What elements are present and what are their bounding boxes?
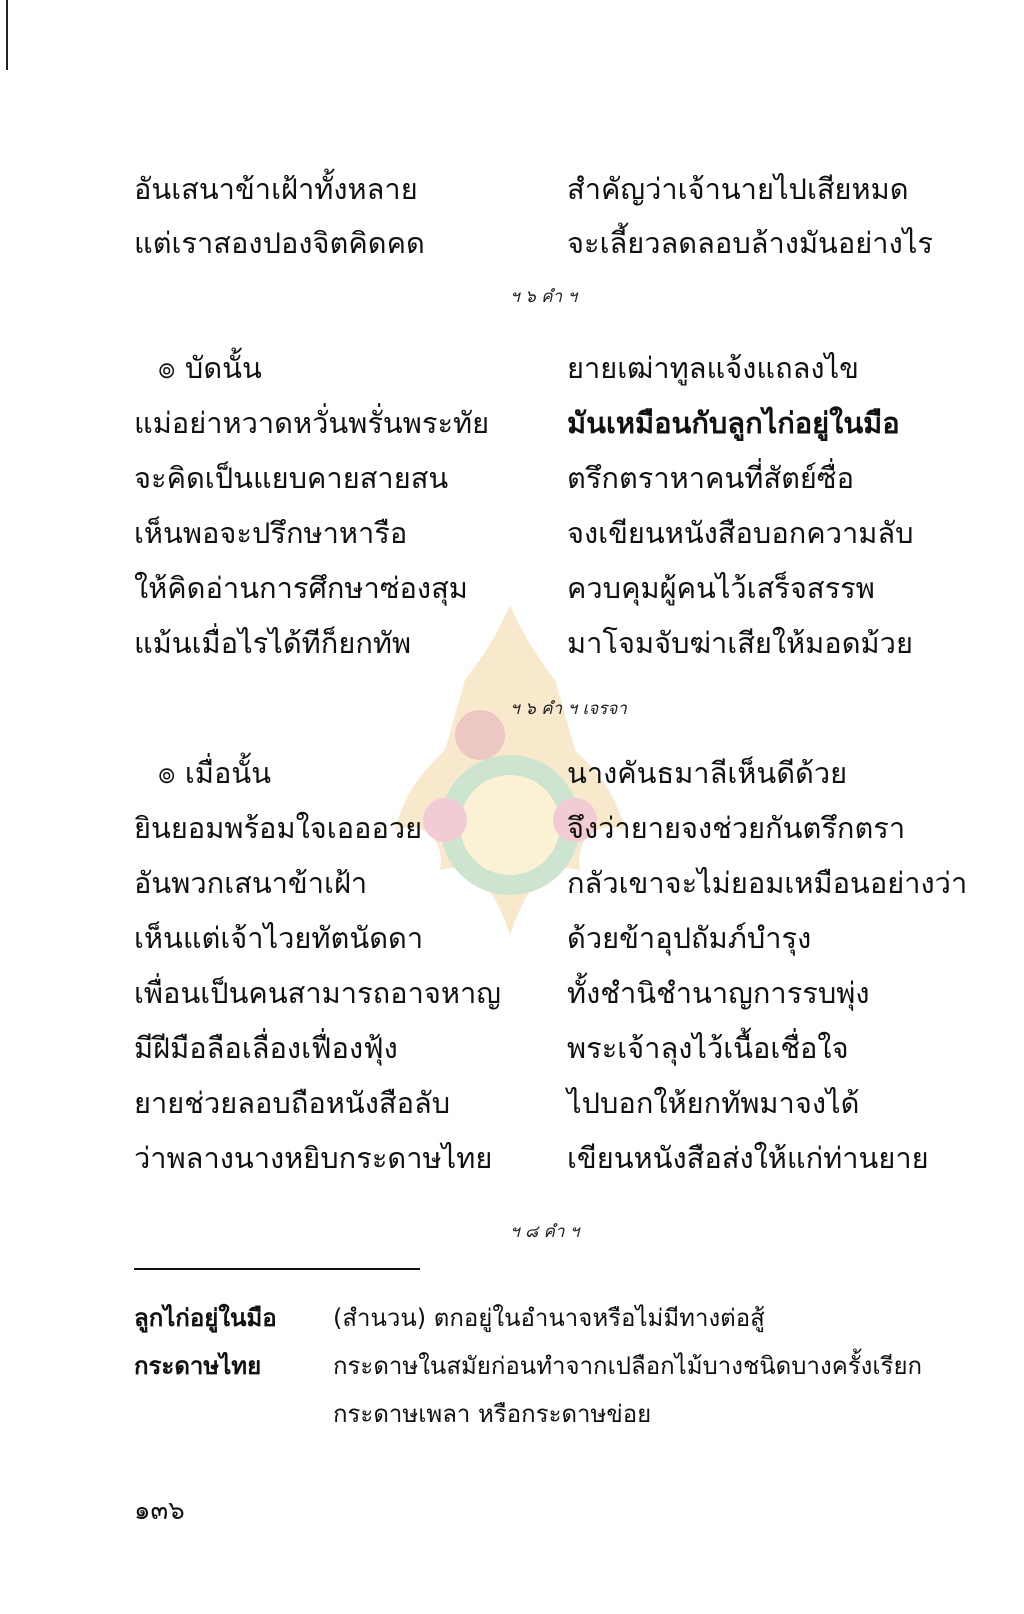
verse-left: แม่อย่าหวาดหวั่นพรั่นพระทัย	[134, 406, 490, 440]
verse-right: จะเลี้ยวลดลอบล้างมันอย่างไร	[567, 226, 933, 260]
verse-right: จงเขียนหนังสือบอกความลับ	[567, 516, 914, 550]
footnote-definition: กระดาษในสมัยก่อนทำจากเปลือกไม้บางชนิดบางครั้งเรียก	[333, 1352, 923, 1380]
verse-left: จะคิดเป็นแยบคายสายสน	[134, 461, 449, 495]
verse-left: มีฝีมือลือเลื่องเฟื่องฟุ้ง	[134, 1031, 398, 1065]
verse-left: ยายช่วยลอบถือหนังสือลับ	[134, 1086, 451, 1120]
verse-right: กลัวเขาจะไม่ยอมเหมือนอย่างว่า	[567, 866, 968, 900]
verse-right: จึงว่ายายจงช่วยกันตรึกตรา	[567, 811, 906, 845]
verse-right: ไปบอกให้ยกทัพมาจงได้	[567, 1086, 860, 1120]
footnote-definition: (สำนวน) ตกอยู่ในอำนาจหรือไม่มีทางต่อสู้	[333, 1304, 765, 1332]
meter-mark-close: ฯ	[562, 699, 583, 719]
footnote-term: กระดาษไทย	[134, 1352, 262, 1380]
verse-right: พระเจ้าลุงไว้เนื้อเชื่อใจ	[567, 1031, 849, 1065]
page-number: ๑๓๖	[134, 1496, 185, 1526]
verse-left: แม้นเมื่อไรได้ทีก็ยกทัพ	[134, 626, 412, 660]
section-opening: ๏ เมื่อนั้น	[158, 756, 272, 790]
meter-note	[510, 695, 627, 722]
page-edge-line	[6, 0, 8, 70]
meter-mark-close: ฯ	[564, 1222, 580, 1242]
verse-right: มาโจมจับฆ่าเสียให้มอดม้วย	[567, 626, 913, 660]
footnote-divider	[134, 1268, 420, 1270]
verse-right: ทั้งชำนิชำนาญการรบพุ่ง	[567, 976, 870, 1010]
verse-left: แต่เราสองปองจิตคิดคด	[134, 226, 425, 260]
meter-mark-close: ฯ	[562, 287, 578, 307]
meter-suffix: เจรจา	[582, 699, 627, 719]
verse-right: สำคัญว่าเจ้านายไปเสียหมด	[567, 172, 909, 206]
verse-right: มันเหมือนกับลูกไก่อยู่ในมือ	[567, 406, 900, 440]
meter-note	[510, 1218, 579, 1245]
verse-left: ยินยอมพร้อมใจเอออวย	[134, 811, 423, 845]
verse-left: เพื่อนเป็นคนสามารถอาจหาญ	[134, 976, 501, 1010]
section-opening: ๏ บัดนั้น	[158, 351, 262, 385]
verse-left: เห็นแต่เจ้าไวยทัตนัดดา	[134, 921, 424, 955]
verse-left: อันเสนาข้าเฝ้าทั้งหลาย	[134, 172, 418, 206]
meter-mark-open: ฯ	[510, 699, 525, 719]
meter-mark-open: ฯ	[510, 1222, 525, 1242]
verse-left: เห็นพอจะปรึกษาหารือ	[134, 516, 408, 550]
verse-right: นางคันธมาลีเห็นดีด้วย	[567, 756, 848, 790]
meter-note	[510, 283, 577, 310]
verse-left: อันพวกเสนาข้าเฝ้า	[134, 866, 368, 900]
verse-right: ตรึกตราหาคนที่สัตย์ซื่อ	[567, 461, 855, 495]
verse-right: ควบคุมผู้คนไว้เสร็จสรรพ	[567, 571, 875, 605]
meter-count: ๖ คำ	[524, 287, 563, 307]
verse-left: ให้คิดอ่านการศึกษาซ่องสุม	[134, 571, 468, 605]
verse-left	[134, 1135, 492, 1181]
meter-count: ๘ คำ	[524, 1222, 565, 1242]
footnote-definition-cont: กระดาษเพลา หรือกระดาษข่อย	[333, 1400, 652, 1428]
verse-right: ยายเฒ่าทูลแจ้งแถลงไข	[567, 351, 859, 385]
verse-right: ด้วยข้าอุปถัมภ์บำรุง	[567, 921, 812, 955]
meter-count: ๖ คำ	[524, 699, 563, 719]
meter-mark-open: ฯ	[510, 287, 525, 307]
footnote-term: ลูกไก่อยู่ในมือ	[134, 1304, 277, 1332]
verse-right: เขียนหนังสือส่งให้แก่ท่านยาย	[567, 1141, 929, 1175]
verse-left-text: ว่าพลางนางหยิบกระดาษไทย	[134, 1141, 493, 1175]
